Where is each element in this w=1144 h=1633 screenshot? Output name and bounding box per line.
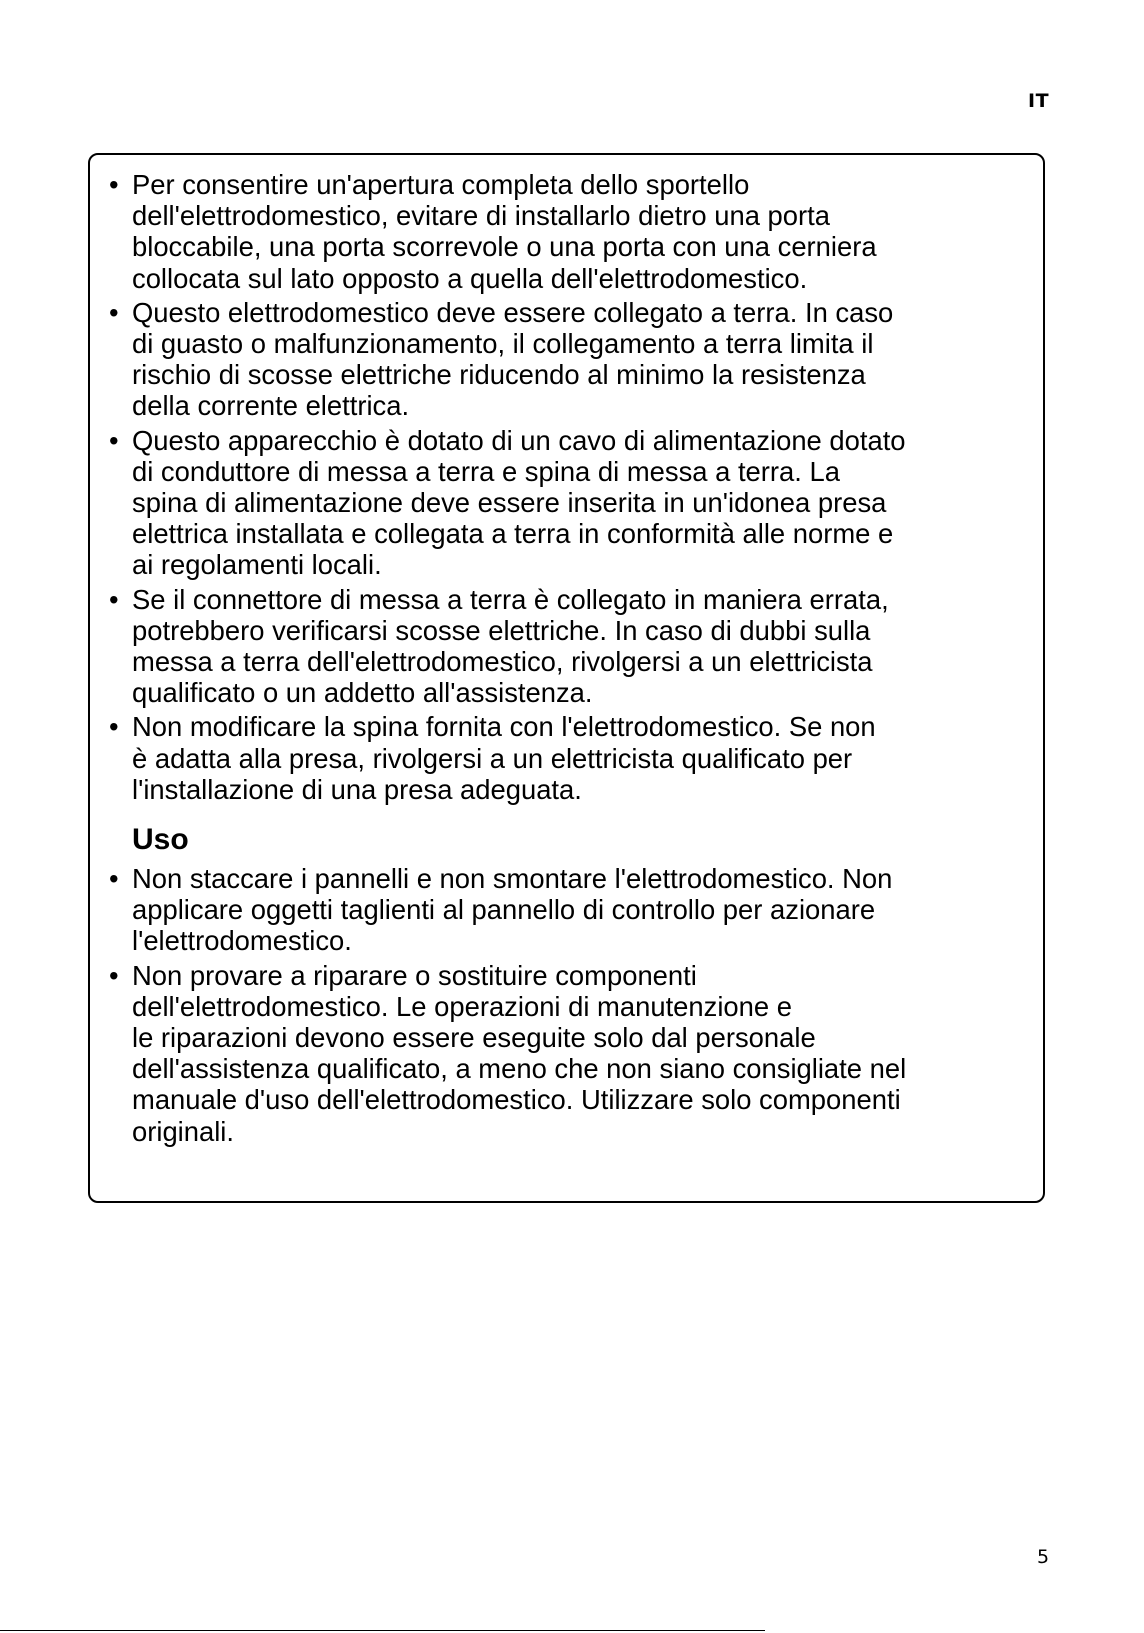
- list-item-text: Se il connettore di messa a terra è collegato in maniera errata, potrebbero verificarsi scosse elettriche. In caso di dubbi sulla messa a terra dell'elettrodomestico, rivolgersi a un elettricista qualificato o un addetto all'assistenza.: [132, 583, 889, 709]
- bullet-icon: •: [109, 959, 119, 991]
- list-item-text: Per consentire un'apertura completa dello sportello dell'elettrodomestico, evitare di installarlo dietro una porta bloccabile, una porta scorrevole o una porta con una cerniera collocata sul lato opposto a quella dell'elettrodomestico.: [132, 169, 877, 294]
- list-item: [109, 584, 1023, 709]
- footer-divider: [0, 1630, 765, 1631]
- bullet-icon: •: [109, 424, 119, 456]
- safety-instructions-box: [88, 153, 1045, 1203]
- bullet-icon: •: [109, 863, 119, 895]
- bullet-icon: •: [109, 169, 119, 200]
- list-item: [109, 425, 1023, 581]
- list-item-text: Non provare a riparare o sostituire componenti dell'elettrodomestico. Le operazioni di manutenzione e le riparazioni devono essere eseguite solo dal personale dell'assistenza qualificato, a meno che non siano consigliate nel manuale d'uso dell'elettrodomestico. Utilizzare solo componenti originali.: [132, 959, 907, 1147]
- section-heading: Uso: [132, 823, 189, 857]
- list-item: [109, 960, 1023, 1147]
- list-item: [109, 863, 1023, 957]
- bullet-icon: •: [109, 296, 119, 328]
- list-item: [109, 297, 1023, 422]
- bullet-icon: •: [109, 711, 119, 743]
- list-item: [109, 711, 1023, 805]
- list-item: [109, 169, 1023, 294]
- language-tag: IT: [1028, 90, 1050, 112]
- list-item-text: Non staccare i pannelli e non smontare l'elettrodomestico. Non applicare oggetti taglienti al pannello di controllo per azionare l'elettrodomestico.: [132, 863, 893, 957]
- list-item-text: Questo apparecchio è dotato di un cavo di alimentazione dotato di conduttore di messa a terra e spina di messa a terra. La spina di alimentazione deve essere inserita in un'idonea presa elettrica installata e collegata a terra in conformità alle norme e ai regolamenti locali.: [132, 424, 906, 581]
- list-item-text: Non modificare la spina fornita con l'elettrodomestico. Se non è adatta alla presa, rivolgersi a un elettricista qualificato per l'installazione di una presa adeguata.: [132, 711, 876, 805]
- page-number: 5: [1037, 1546, 1050, 1568]
- bullet-icon: •: [109, 583, 119, 615]
- list-item-text: Questo elettrodomestico deve essere collegato a terra. In caso di guasto o malfunzionamento, il collegamento a terra limita il rischio di scosse elettriche riducendo al minimo la resistenza della corrente elettrica.: [132, 296, 894, 422]
